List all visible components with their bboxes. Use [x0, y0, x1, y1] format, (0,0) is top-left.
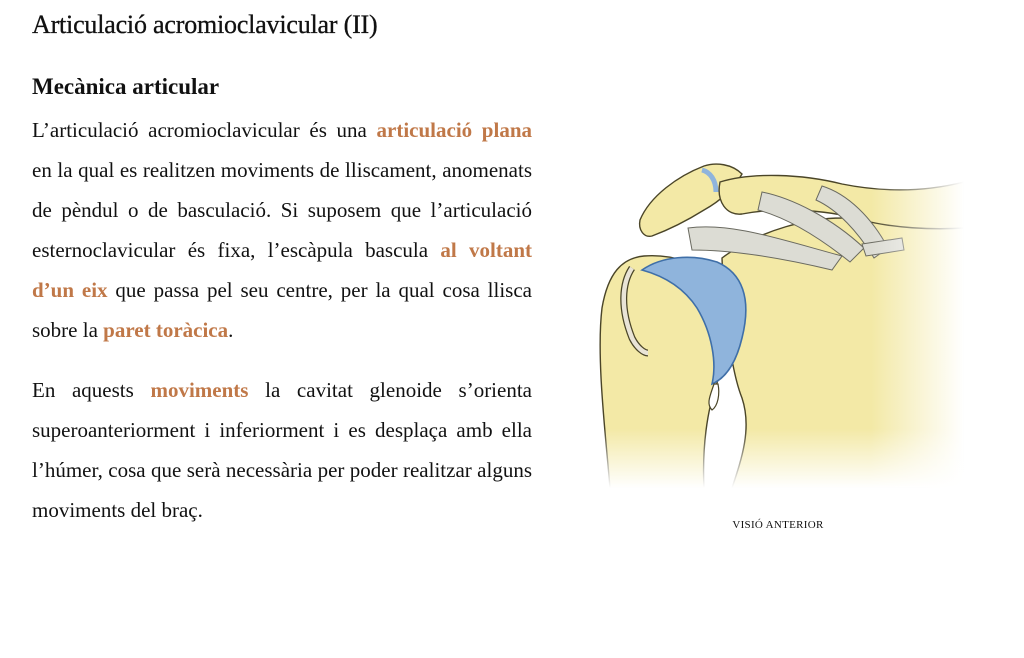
- paragraph-1-text-3: que passa pel seu centre, per la qual cosa llisca sobre la: [32, 278, 532, 342]
- paragraph-1-text-1: L’articulació acromioclavicular és una: [32, 118, 377, 142]
- shoulder-joint-illustration: [592, 158, 964, 488]
- term-al-voltant-dun-eix[interactable]: al voltant d’un eix: [32, 238, 532, 302]
- paragraph-2: [32, 370, 532, 530]
- term-moviments[interactable]: moviments: [150, 378, 249, 402]
- paragraph-2-text-2: la cavitat glenoide s’orienta superoanteriorment i inferiorment i es desplaça amb ella l’húmer, cosa que serà necessària per poder realitzar alguns moviments del braç.: [32, 378, 532, 522]
- paragraph-1-text-2: en la qual es realitzen moviments de lliscament, anomenats de pèndul o de basculació. Si suposem que l’articulació esternoclavicular és fixa, l’escàpula bascula: [32, 158, 532, 262]
- term-articulacio-plana[interactable]: articulació plana: [376, 118, 532, 142]
- page-title: Articulació acromioclavicular (II): [32, 10, 378, 39]
- figure-caption: VISIÓ ANTERIOR: [732, 519, 824, 531]
- text-column: [32, 110, 532, 530]
- paragraph-1-text-4: .: [228, 318, 234, 342]
- paragraph-1: [32, 110, 532, 350]
- section-title: Mecànica articular: [32, 74, 220, 99]
- term-paret-toracica[interactable]: paret toràcica: [103, 318, 229, 342]
- paragraph-2-text-1: En aquests: [32, 378, 151, 402]
